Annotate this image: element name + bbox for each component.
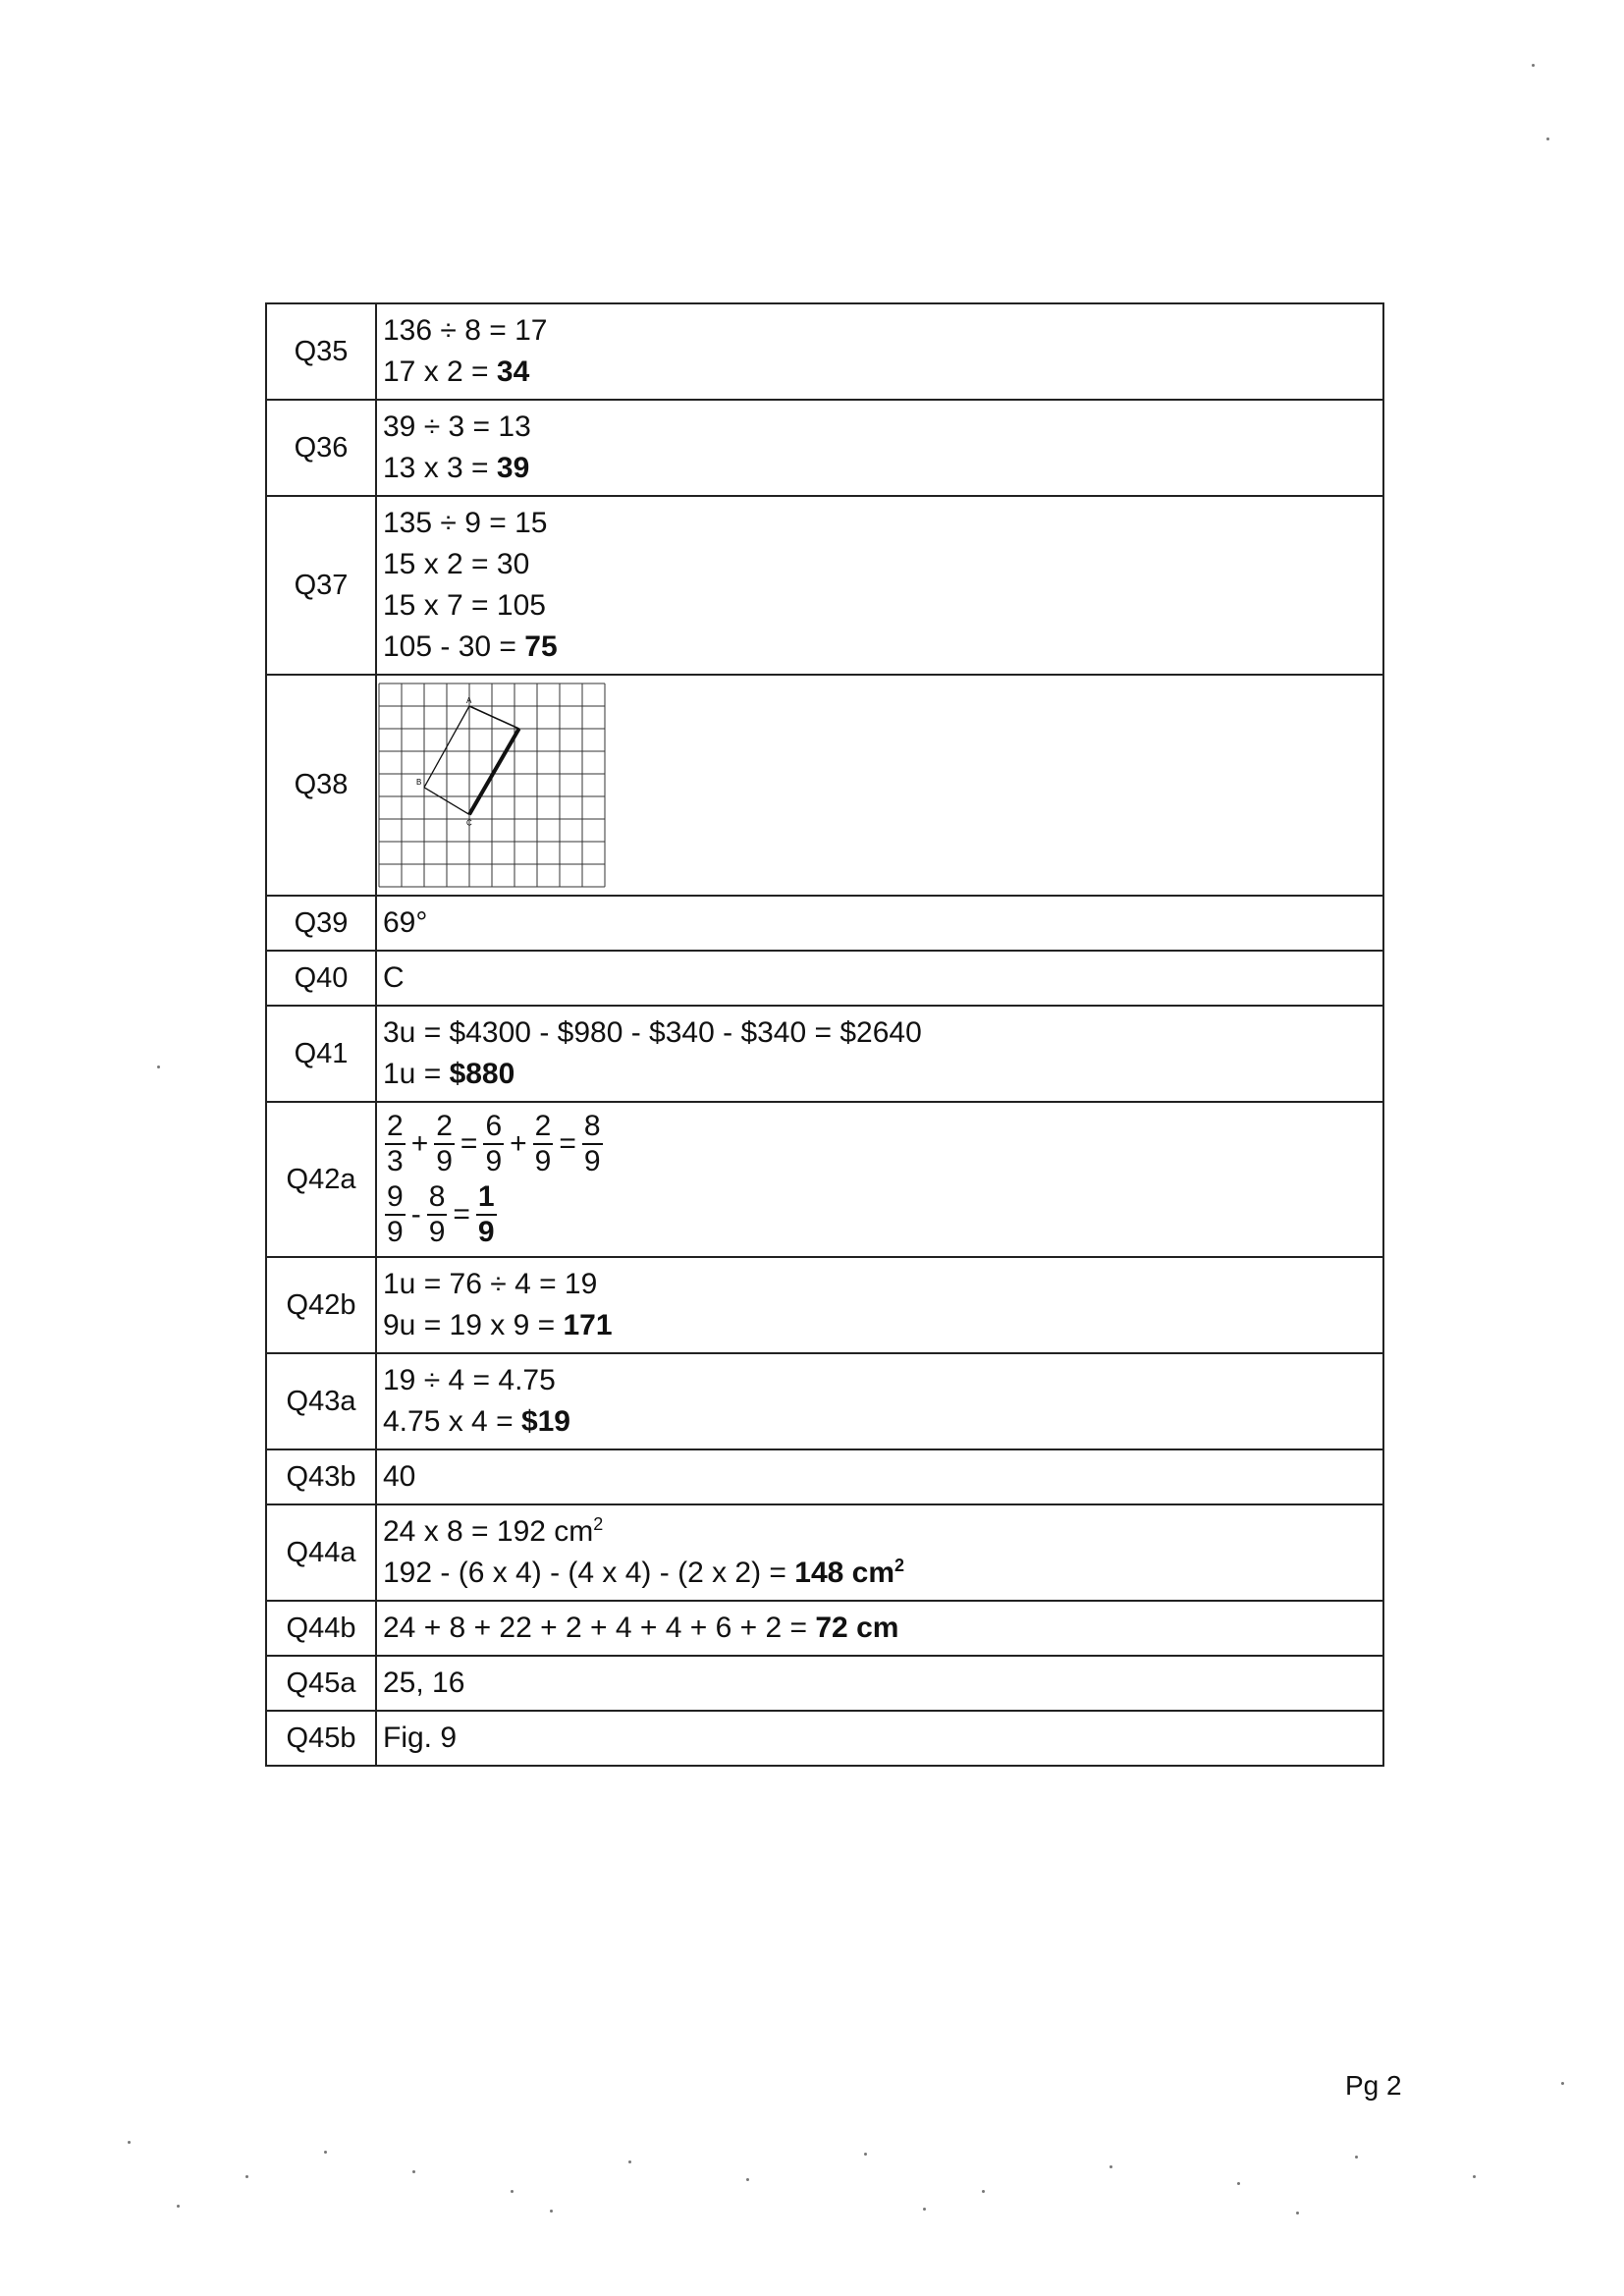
working-text: 3u = $4300 - $980 - $340 - $340 = $2640	[383, 1016, 922, 1049]
point-label: A	[466, 696, 472, 705]
answer-cell	[376, 1353, 1383, 1449]
question-number: Q35	[266, 303, 376, 400]
fraction	[385, 1112, 406, 1176]
point-label: C	[466, 818, 472, 828]
working-text: Fig. 9	[383, 1722, 458, 1754]
scan-speck	[324, 2151, 327, 2154]
bold-answer: 148 cm	[794, 1557, 895, 1589]
working-text: 69°	[383, 906, 428, 939]
answer-cell	[376, 896, 1383, 951]
denominator: 9	[387, 1216, 404, 1248]
answer-row-q41	[266, 1006, 1383, 1102]
working-text: 136 ÷ 8 = 17	[383, 314, 548, 347]
operator: -	[410, 1198, 421, 1230]
working-line	[383, 352, 1377, 393]
working-text: 40	[383, 1460, 416, 1493]
answer-row-q42b	[266, 1257, 1383, 1353]
working-line	[383, 1718, 1377, 1759]
question-number: Q40	[266, 951, 376, 1006]
operator: +	[410, 1127, 429, 1160]
scan-speck	[128, 2141, 131, 2144]
answer-cell	[376, 1257, 1383, 1353]
working-line	[383, 957, 1377, 999]
denominator: 9	[534, 1145, 552, 1177]
working-text: 39 ÷ 3 = 13	[383, 410, 531, 443]
superscript: 2	[593, 1514, 604, 1534]
question-number: Q37	[266, 496, 376, 675]
fraction-line	[383, 1109, 1377, 1179]
question-number: Q42a	[266, 1102, 376, 1257]
scan-speck	[1473, 2175, 1476, 2178]
working-text: 15 x 2 = 30	[383, 548, 530, 580]
scan-speck	[177, 2205, 180, 2208]
operator: =	[559, 1127, 576, 1160]
bold-answer: 72 cm	[815, 1612, 899, 1644]
fraction	[427, 1182, 448, 1247]
working-line	[383, 1511, 1377, 1553]
parallelogram-side	[469, 729, 519, 814]
working-text: 25, 16	[383, 1667, 465, 1699]
numerator: 2	[434, 1112, 455, 1145]
working-line	[383, 1264, 1377, 1305]
fraction	[385, 1182, 406, 1247]
question-number: Q38	[266, 675, 376, 896]
fraction	[582, 1112, 603, 1176]
working-text: 17 x 2 =	[383, 355, 497, 388]
answer-cell	[376, 1504, 1383, 1601]
parallelogram-side	[469, 706, 519, 729]
question-number: Q36	[266, 400, 376, 496]
answer-cell	[376, 303, 1383, 400]
working-line	[383, 627, 1377, 668]
scan-speck	[412, 2170, 415, 2173]
working-line	[383, 1401, 1377, 1443]
point-label: B	[416, 777, 422, 787]
working-line	[383, 902, 1377, 944]
working-line	[383, 1608, 1377, 1649]
scan-speck	[157, 1066, 160, 1068]
working-text: 19 ÷ 4 = 4.75	[383, 1364, 556, 1396]
question-number: Q44b	[266, 1601, 376, 1656]
denominator: 9	[477, 1216, 495, 1248]
question-number: Q41	[266, 1006, 376, 1102]
operator: =	[460, 1127, 478, 1160]
scan-speck	[1532, 64, 1535, 67]
scan-speck	[628, 2160, 631, 2163]
scan-speck	[1561, 2082, 1564, 2085]
bold-answer: 171	[563, 1309, 613, 1341]
scan-speck	[245, 2175, 248, 2178]
working-text: 24 + 8 + 22 + 2 + 4 + 4 + 6 + 2 =	[383, 1612, 816, 1644]
numerator: 1	[476, 1182, 497, 1216]
answer-row-q43b	[266, 1449, 1383, 1504]
denominator: 9	[583, 1145, 601, 1177]
answer-cell	[376, 1711, 1383, 1766]
working-text: 13 x 3 =	[383, 452, 497, 484]
working-line	[383, 585, 1377, 627]
question-number: Q45b	[266, 1711, 376, 1766]
scan-speck	[1546, 137, 1549, 140]
question-number: Q44a	[266, 1504, 376, 1601]
working-line	[383, 448, 1377, 489]
answer-cell	[376, 951, 1383, 1006]
working-text: 105 - 30 =	[383, 630, 525, 663]
answer-table	[265, 302, 1384, 1767]
working-line	[383, 1456, 1377, 1498]
working-text: 1u =	[383, 1058, 450, 1090]
scan-speck	[1355, 2156, 1358, 2159]
working-text: 192 - (6 x 4) - (4 x 4) - (2 x 2) =	[383, 1557, 795, 1589]
working-text: 4.75 x 4 =	[383, 1405, 521, 1438]
fraction-line	[383, 1179, 1377, 1250]
question-number: Q43b	[266, 1449, 376, 1504]
scan-speck	[1237, 2182, 1240, 2185]
working-line	[383, 1305, 1377, 1346]
scan-speck	[746, 2178, 749, 2181]
question-number: Q43a	[266, 1353, 376, 1449]
working-text: C	[383, 961, 405, 994]
denominator: 3	[387, 1145, 404, 1177]
answer-cell	[376, 1601, 1383, 1656]
numerator: 8	[427, 1182, 448, 1216]
answer-row-q35	[266, 303, 1383, 400]
denominator: 9	[485, 1145, 503, 1177]
working-line	[383, 310, 1377, 352]
bold-answer: 39	[496, 452, 530, 484]
working-line	[383, 1054, 1377, 1095]
answer-cell	[376, 1102, 1383, 1257]
page-number: Pg 2	[1345, 2070, 1402, 2101]
scan-speck	[982, 2190, 985, 2193]
grid-drawing	[377, 682, 607, 889]
fraction	[483, 1112, 504, 1176]
numerator: 8	[582, 1112, 603, 1145]
answer-row-q37	[266, 496, 1383, 675]
working-line	[383, 1663, 1377, 1704]
numerator: 2	[385, 1112, 406, 1145]
working-text: 135 ÷ 9 = 15	[383, 507, 548, 539]
answer-cell	[376, 1449, 1383, 1504]
working-line	[383, 503, 1377, 544]
answer-row-q38	[266, 675, 1383, 896]
answer-cell	[376, 675, 1383, 896]
answer-fraction	[476, 1182, 497, 1247]
denominator: 9	[428, 1216, 446, 1248]
bold-answer: 75	[524, 630, 558, 663]
fraction	[533, 1112, 554, 1176]
bold-answer: $19	[520, 1405, 570, 1438]
answer-cell	[376, 1006, 1383, 1102]
working-text: 24 x 8 = 192 cm	[383, 1515, 594, 1548]
question-number: Q39	[266, 896, 376, 951]
scan-speck	[550, 2210, 553, 2213]
working-line	[383, 544, 1377, 585]
denominator: 9	[436, 1145, 453, 1177]
scan-speck	[1296, 2212, 1299, 2214]
working-line	[383, 1553, 1377, 1594]
scan-speck	[923, 2208, 926, 2211]
working-line	[383, 407, 1377, 448]
working-line	[383, 1012, 1377, 1054]
working-text: 9u = 19 x 9 =	[383, 1309, 564, 1341]
working-text: 15 x 7 = 105	[383, 589, 546, 622]
answer-row-q43a	[266, 1353, 1383, 1449]
question-number: Q45a	[266, 1656, 376, 1711]
working-line	[383, 1360, 1377, 1401]
answer-row-q45b	[266, 1711, 1383, 1766]
answer-table-body	[266, 303, 1383, 1766]
numerator: 2	[533, 1112, 554, 1145]
answer-row-q40	[266, 951, 1383, 1006]
operator: +	[510, 1127, 527, 1160]
superscript: 2	[894, 1556, 905, 1575]
answer-cell	[376, 400, 1383, 496]
answer-cell	[376, 1656, 1383, 1711]
numerator: 9	[385, 1182, 406, 1216]
answer-cell	[376, 496, 1383, 675]
numerator: 6	[483, 1112, 504, 1145]
scan-speck	[1110, 2165, 1112, 2168]
answer-row-q44a	[266, 1504, 1383, 1601]
answer-row-q42a	[266, 1102, 1383, 1257]
scan-speck	[511, 2190, 514, 2193]
operator: =	[453, 1198, 470, 1230]
bold-answer: 34	[496, 355, 530, 388]
bold-answer: $880	[449, 1058, 515, 1090]
working-text: 1u = 76 ÷ 4 = 19	[383, 1268, 598, 1300]
answer-row-q36	[266, 400, 1383, 496]
fraction	[434, 1112, 455, 1176]
answer-row-q39	[266, 896, 1383, 951]
scan-speck	[864, 2153, 867, 2156]
answer-row-q44b	[266, 1601, 1383, 1656]
answer-row-q45a	[266, 1656, 1383, 1711]
question-number: Q42b	[266, 1257, 376, 1353]
